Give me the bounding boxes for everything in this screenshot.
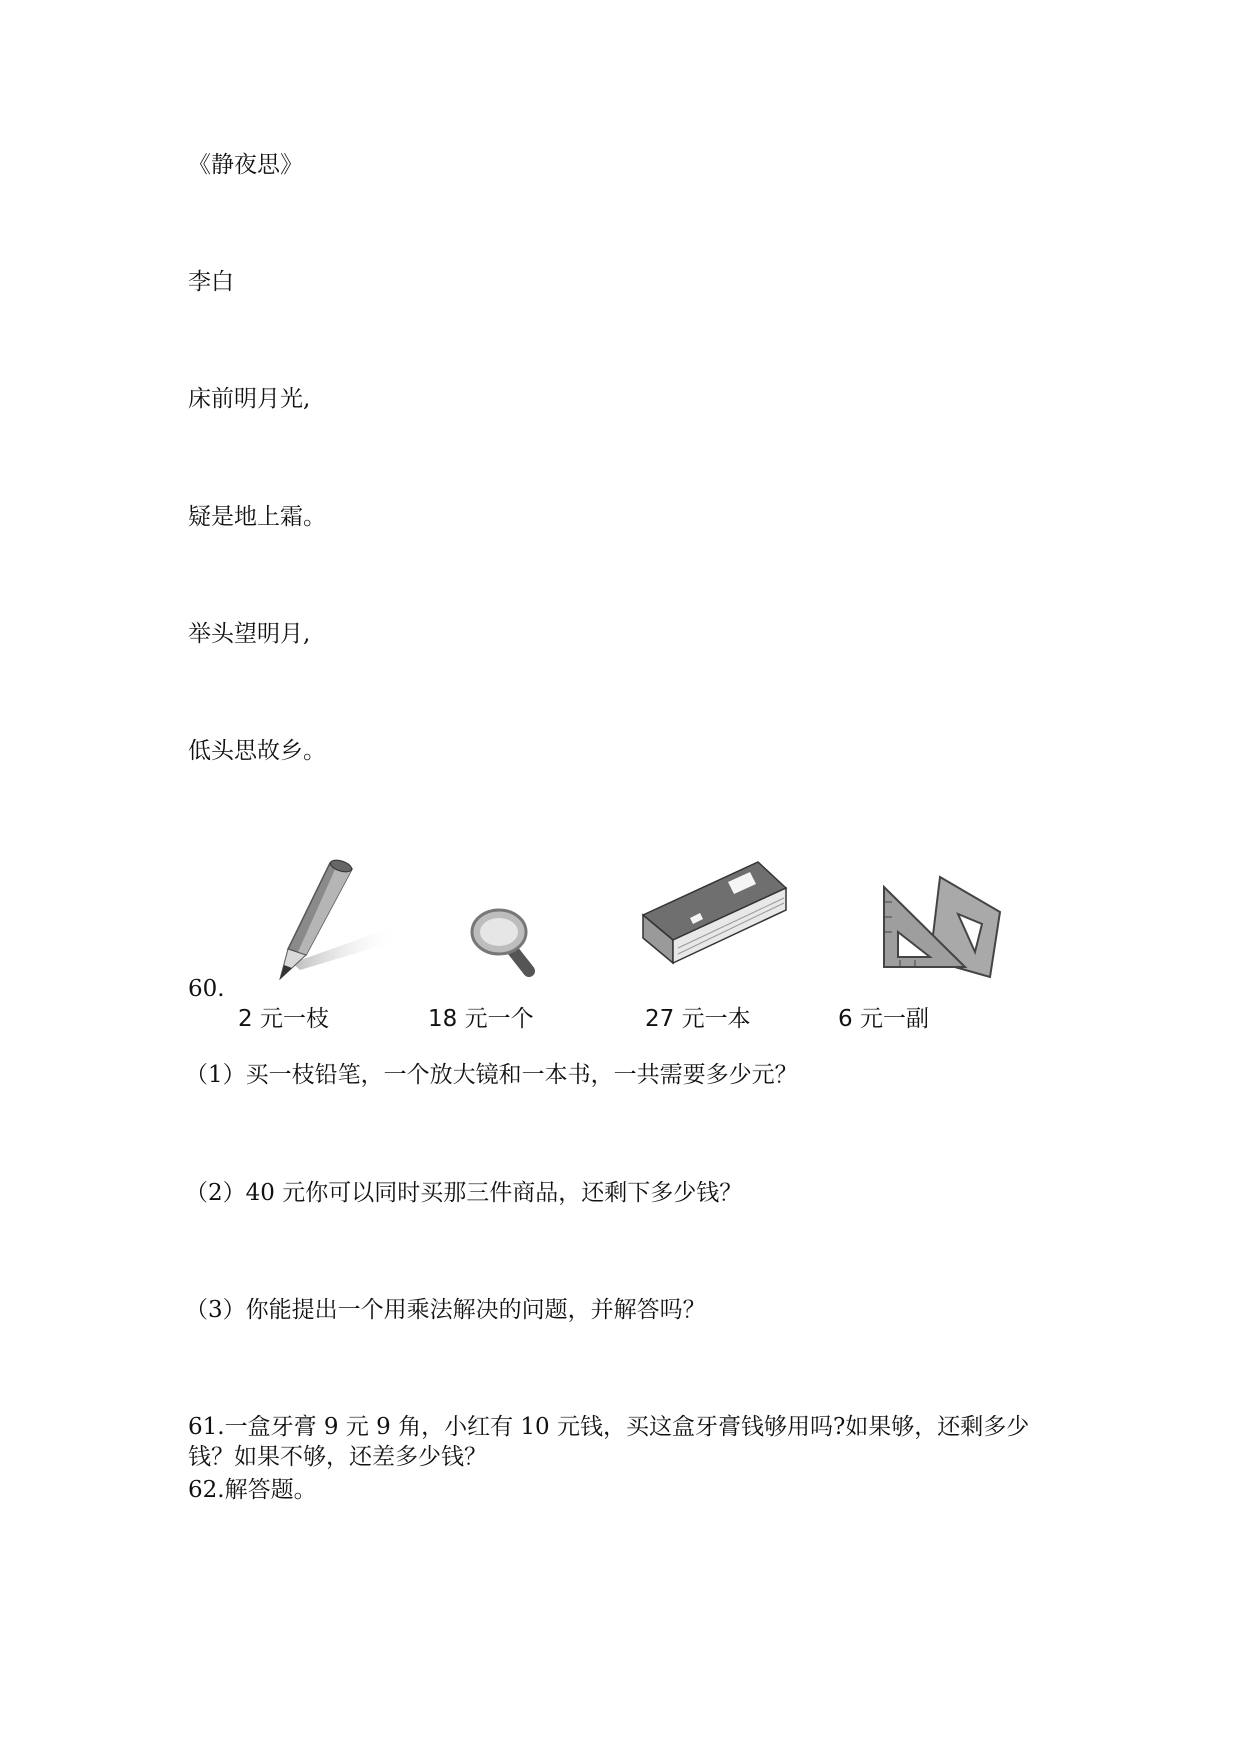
question-62: 62.解答题。 — [188, 1477, 317, 1503]
poem-line-3: 举头望明月, — [188, 621, 311, 647]
pencil-icon — [270, 845, 410, 980]
poem-title: 《静夜思》 — [188, 152, 303, 178]
question-60-number: 60. — [188, 976, 225, 1002]
book-item — [638, 860, 788, 1020]
magnifier-icon — [465, 905, 545, 985]
set-square-icon — [880, 872, 1005, 982]
price-magnifier: 18 元一个 — [428, 1006, 534, 1032]
price-pencil: 2 元一枝 — [238, 1006, 329, 1032]
poem-line-4: 低头思故乡。 — [188, 738, 326, 764]
magnifier-item — [465, 905, 545, 1065]
pencil-item — [270, 845, 410, 1005]
question-61: 61.一盒牙膏 9 元 9 角，小红有 10 元钱，买这盒牙膏钱够用吗?如果够，还剩多少钱？如果不够，还差多少钱？ — [188, 1414, 1030, 1470]
poem-author: 李白 — [188, 269, 234, 295]
question-60-sub-1: （1）买一枝铅笔，一个放大镜和一本书，一共需要多少元？ — [185, 1062, 798, 1088]
price-book: 27 元一本 — [645, 1006, 751, 1032]
question-60-sub-3: （3）你能提出一个用乘法解决的问题，并解答吗？ — [185, 1297, 706, 1323]
poem-line-1: 床前明月光, — [188, 386, 311, 412]
poem-line-2: 疑是地上霜。 — [188, 504, 326, 530]
question-60-sub-2: （2）40 元你可以同时买那三件商品，还剩下多少钱？ — [185, 1180, 743, 1206]
book-icon — [638, 860, 788, 970]
price-set-square: 6 元一副 — [838, 1006, 929, 1032]
